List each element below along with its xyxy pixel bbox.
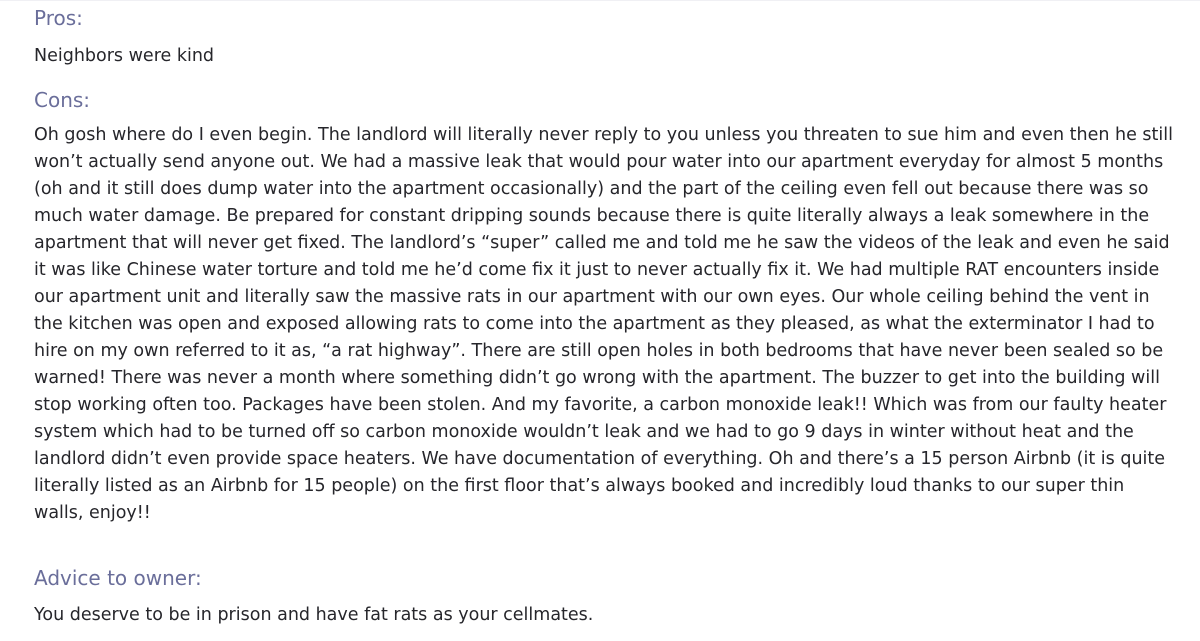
pros-heading: Pros: <box>34 6 83 30</box>
advice-heading: Advice to owner: <box>34 566 202 590</box>
top-divider <box>0 0 1200 1</box>
advice-text: You deserve to be in prison and have fat rats as your cellmates. <box>34 605 594 625</box>
cons-heading: Cons: <box>34 88 91 112</box>
cons-text: Oh gosh where do I even begin. The landlord will literally never reply to you unless you threaten to sue him and even then he still won’t actually send anyone out. We had a massive leak that would pour water into our apartment everyday for almost 5 months (oh and it still does dump water into the apartment occasionally) and the part of the ceiling even fell out because there was so much water damage. Be prepared for constant dripping sounds because there is quite literally always a leak somewhere in the apartment that will never get fixed. The landlord’s “super” called me and told me he saw the videos of the leak and even he said it was like Chinese water torture and told me he’d come fix it just to never actually fix it. We had multiple RAT encounters inside our apartment unit and literally saw the massive rats in our apartment with our own eyes. Our whole ceiling behind the vent in the kitchen was open and exposed allowing rats to come into the apartment as they pleased, as what the exterminator I had to hire on my own referred to it as, “a rat highway”. There are still open holes in both bedrooms that have never been sealed so be warned! There was never a month where something didn’t go wrong with the apartment. The buzzer to get into the building will stop working often too. Packages have been stolen. And my favorite, a carbon monoxide leak!! Which was from our faulty heater system which had to be turned off so carbon monoxide wouldn’t leak and we had to go 9 days in winter without heat and the landlord didn’t even provide space heaters. We have documentation of everything. Oh and there’s a 15 person Airbnb (it is quite literally listed as an Airbnb for 15 people) on the first floor that’s always booked and incredibly loud thanks to our super thin walls, enjoy!! <box>34 125 1173 523</box>
pros-text: Neighbors were kind <box>34 46 215 66</box>
